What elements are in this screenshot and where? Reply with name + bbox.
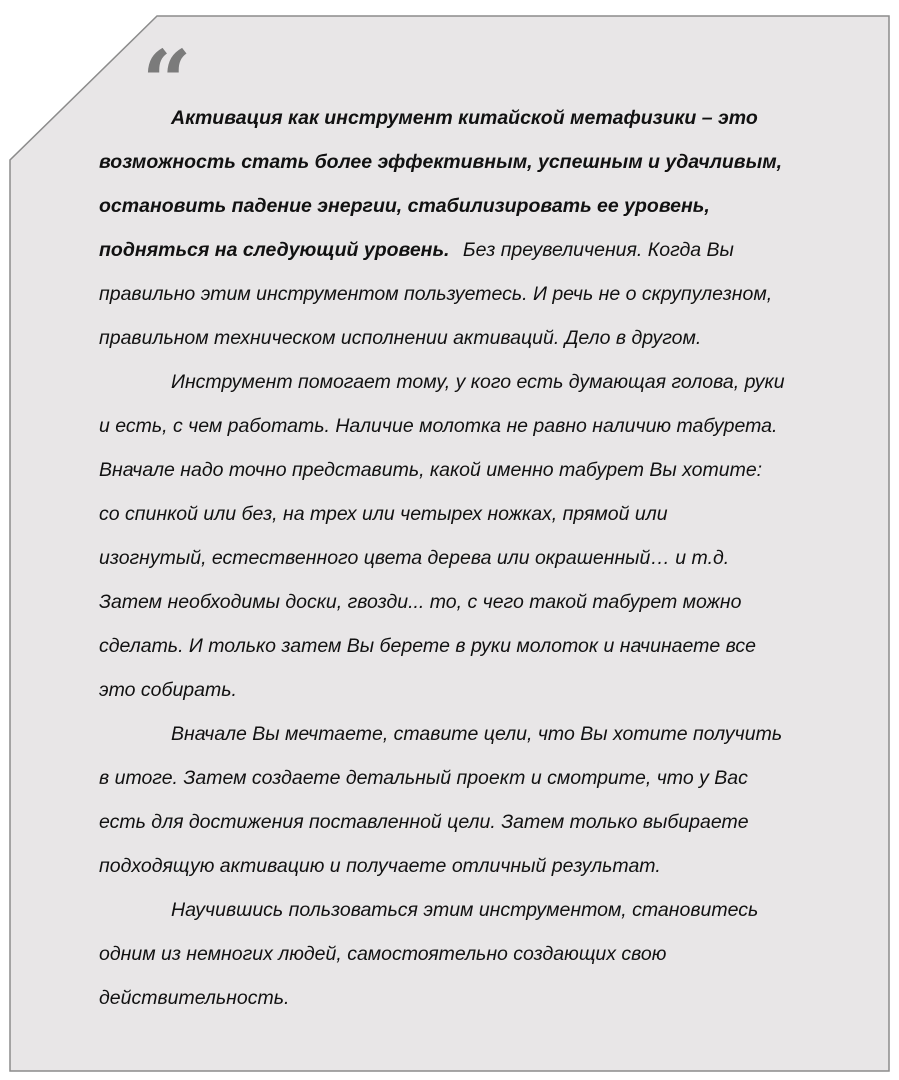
text-line: это собирать. [99,679,237,701]
bold-fragment: подняться на следующий уровень. [99,239,450,261]
text-line [99,228,889,272]
text-line: Вначале Вы мечтаете, ставите цели, что Вы хотите получить [171,723,783,745]
text-line: Активация как инструмент китайской метафизики – это [171,107,758,129]
text-line: в итоге. Затем создаете детальный проект и смотрите, что у Вас [99,767,748,789]
text-line: правильно этим инструментом пользуетесь. И речь не о скрупулезном, [99,283,773,305]
text-line: есть для достижения поставленной цели. Затем только выбираете [99,811,749,833]
text-line: Затем необходимы доски, гвозди... то, с чего такой табурет можно [99,591,742,613]
text-line: со спинкой или без, на трех или четырех ножках, прямой или [99,503,668,525]
paragraph-4 [99,888,889,1020]
text-line: одним из немногих людей, самостоятельно создающих свою [99,943,667,965]
text-line: изогнутый, естественного цвета дерева или окрашенный… и т.д. [99,547,730,569]
text-line: остановить падение энергии, стабилизировать ее уровень, [99,195,710,217]
text-line: Вначале надо точно представить, какой именно табурет Вы хотите: [99,459,763,481]
normal-fragment: Без преувеличения. Когда Вы [462,239,734,261]
text-line: Инструмент помогает тому, у кого есть думающая голова, руки [171,371,785,393]
text-line: возможность стать более эффективным, успешным и удачливым, [99,151,783,173]
text-line: правильном техническом исполнении активаций. Дело в другом. [99,327,702,349]
paragraph-1 [99,96,889,360]
quote-text [99,96,889,1020]
paragraph-2 [99,360,889,712]
text-line: подходящую активацию и получаете отличный результат. [99,855,661,877]
text-line: и есть, с чем работать. Наличие молотка не равно наличию табурета. [99,415,778,437]
quote-mark-icon: “ [142,32,188,133]
text-line: действительность. [99,987,290,1009]
text-line: Научившись пользоваться этим инструментом, становитесь [171,899,759,921]
paragraph-3 [99,712,889,888]
text-line: сделать. И только затем Вы берете в руки молоток и начинаете все [99,635,757,657]
